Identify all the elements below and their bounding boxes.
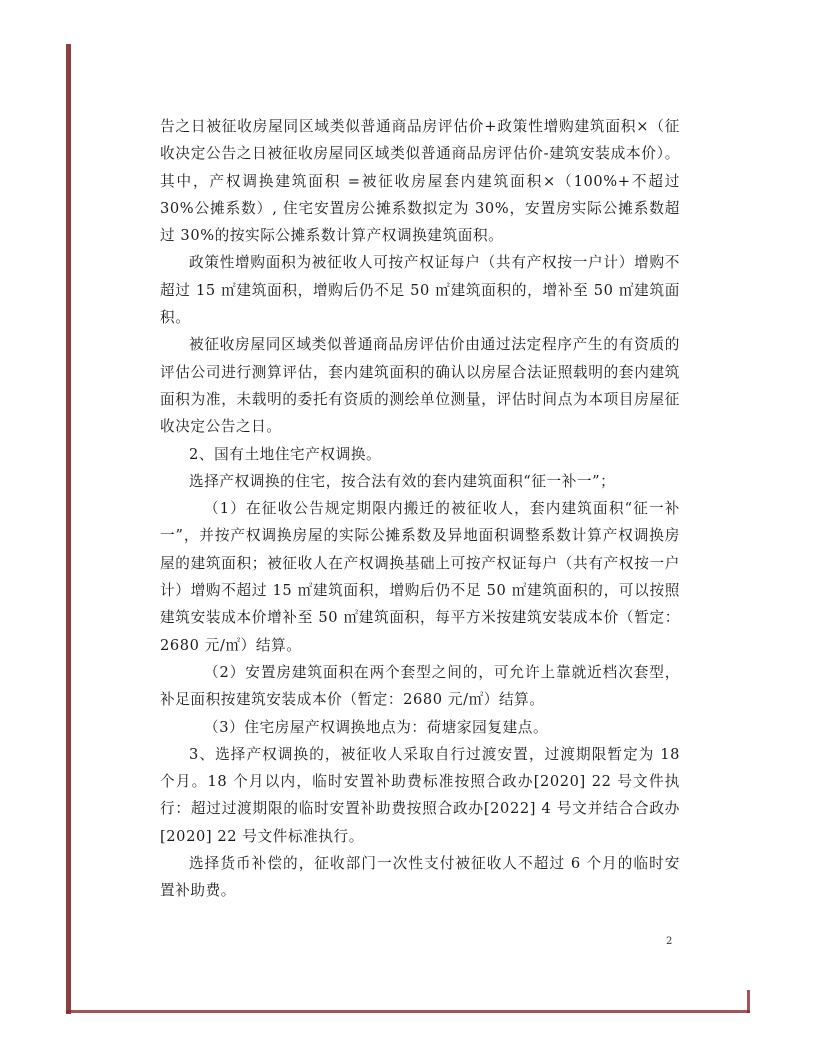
paragraph-item-3: （3）住宅房屋产权调换地点为：荷塘家园复建点。: [204, 718, 549, 736]
right-border-mark: [747, 990, 750, 1013]
document-body: [160, 113, 680, 905]
section-heading-3: 3、选择产权调换的，被征收人采取自行过渡安置，过渡期限暂定为 18 个月。18 个月以内，临时安置补助费标准按照合政办[2020] 22 号文件执行：超过过渡期限的临时安置补助费按照合政办[2022] 4 号文并结合合政办[2020] 22 号文件标准执行。: [160, 745, 680, 845]
paragraph-property-exchange: 选择产权调换的住宅，按合法有效的套内建筑面积“征一补一”；: [189, 472, 616, 490]
section-heading-2: 2、国有土地住宅产权调换。: [189, 445, 382, 463]
paragraph-monetary: 选择货币补偿的，征收部门一次性支付被征收人不超过 6 个月的临时安置补助费。: [160, 855, 680, 900]
paragraph-assessment: 被征收房屋同区域类似普通商品房评估价由通过法定程序产生的有资质的评估公司进行测算评估，套内建筑面积的确认以房屋合法证照载明的套内建筑面积为准，未载明的委托有资质的测绘单位测量，评估时间点为本项目房屋征收决定公告之日。: [160, 336, 680, 436]
bottom-border-line: [66, 1010, 750, 1013]
paragraph-item-2: （2）安置房建筑面积在两个套型之间的，可允许上靠就近档次套型，补足面积按建筑安装成本价（暂定：2680 元/㎡）结算。: [160, 663, 680, 709]
paragraph-policy-area: 政策性增购面积为被征收人可按产权证每户（共有产权按一户计）增购不超过 15 ㎡建筑面积，增购后仍不足 50 ㎡建筑面积的，增补至 50 ㎡建筑面积。: [160, 254, 680, 327]
paragraph-item-1: （1）在征收公告规定期限内搬迁的被征收人，套内建筑面积“征一补一”，并按产权调换房屋的实际公摊系数及异地面积调整系数计算产权调换房屋的建筑面积；被征收人在产权调换基础上可按产权证每户（共有产权按一户计）增购不超过 15 ㎡建筑面积，增购后仍不足 50 ㎡建筑面积的，可以按照建筑安装成本价增补至 50 ㎡建筑面积，每平方米按建筑安装成本价（暂定：2680 元/㎡）结算。: [160, 500, 680, 654]
left-binding-border: [66, 44, 71, 1014]
paragraph-continuation: 告之日被征收房屋同区域类似普通商品房评估价+政策性增购建筑面积×（征收决定公告之日被征收房屋同区域类似普通商品房评估价-建筑安装成本价）。其中，产权调换建筑面积 =被征收房屋套内建筑面积×（100%+不超过 30%公摊系数）, 住宅安置房公摊系数拟定为 30%，安置房实际公摊系数超过 30%的按实际公摊系数计算产权调换建筑面积。: [160, 118, 680, 245]
page-number: 2: [666, 936, 673, 947]
